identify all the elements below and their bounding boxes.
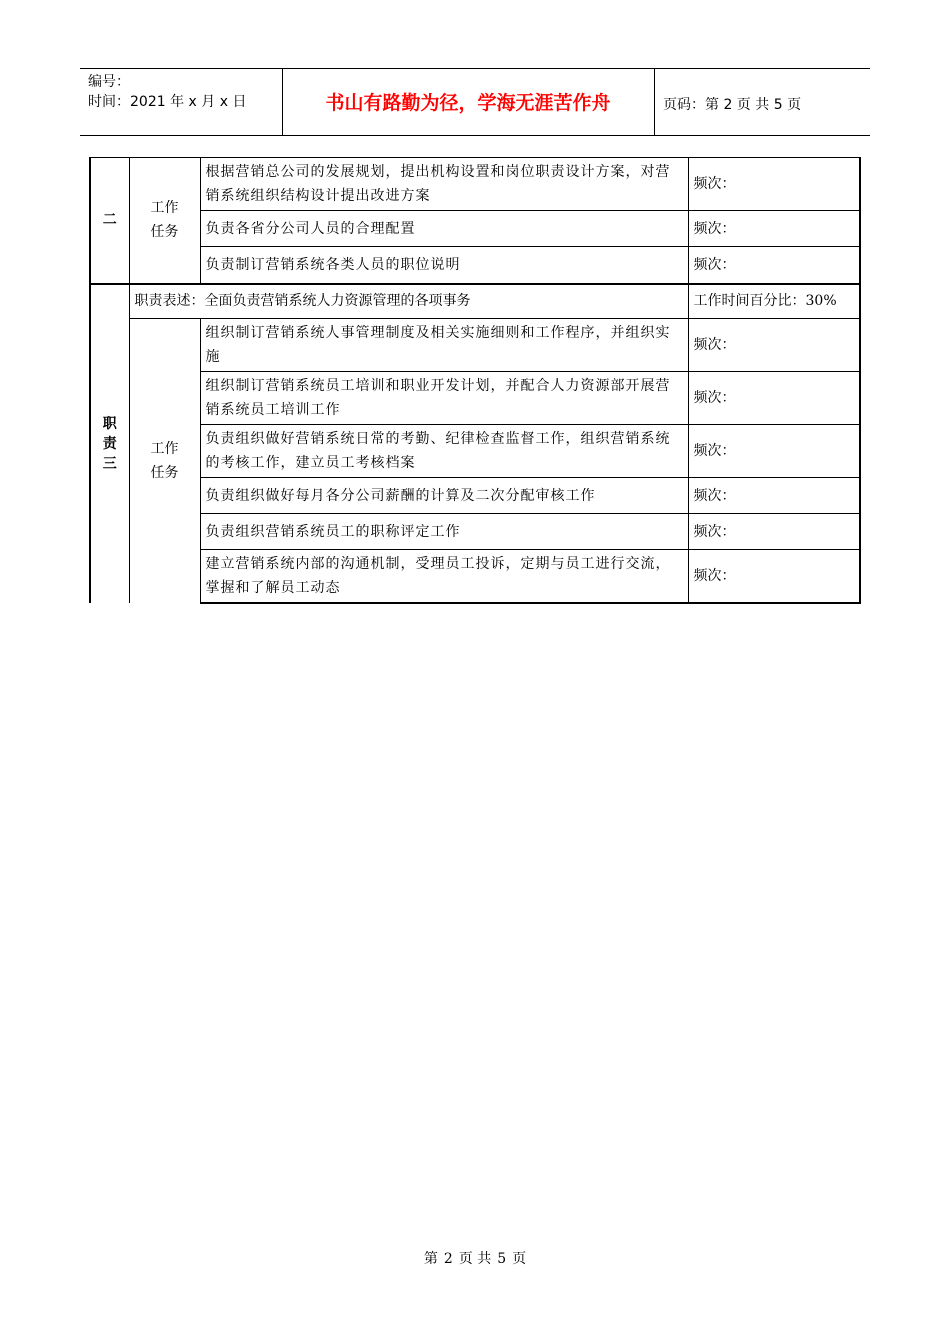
table-row [90,247,860,284]
task-description: 根据营销总公司的发展规划，提出机构设置和岗位职责设计方案，对营销系统组织结构设计提出改进方案 [200,158,688,211]
header-divider-right [654,68,655,136]
table-row [90,372,860,425]
task-frequency: 频次： [688,158,860,211]
table-row [90,514,860,550]
duty-table [89,157,861,604]
table-row [90,319,860,372]
footer-page-suffix: 页 [512,1251,527,1267]
page-footer [0,1248,950,1268]
doc-date: 时间：2021 年 x 月 x 日 [88,94,247,110]
task-label [129,158,200,284]
task-frequency: 频次： [688,372,860,425]
table-row [90,550,860,604]
task-frequency: 频次： [688,514,860,550]
task-frequency: 频次： [688,425,860,478]
task-description: 建立营销系统内部的沟通机制，受理员工投诉，定期与员工进行交流，掌握和了解员工动态 [200,550,688,604]
doc-number-label: 编号： [88,74,130,90]
task-label [129,319,200,604]
task-label-text: 工作任务 [150,200,179,241]
footer-page-mid: 页 共 [458,1251,492,1267]
task-description: 组织制订营销系统人事管理制度及相关实施细则和工作程序，并组织实施 [200,319,688,372]
section-number-text: 职责三 [102,415,117,472]
header-motto: 书山有路勤为径，学海无涯苦作舟 [325,92,611,114]
task-frequency: 频次： [688,319,860,372]
task-description: 负责组织做好营销系统日常的考勤、纪律检查监督工作，组织营销系统的考核工作，建立员工考核档案 [200,425,688,478]
task-description: 负责组织做好每月各分公司薪酬的计算及二次分配审核工作 [200,478,688,514]
task-frequency: 频次： [688,247,860,284]
table-row [90,158,860,211]
table-row [90,284,860,319]
task-description: 组织制订营销系统员工培训和职业开发计划，并配合人力资源部开展营销系统员工培训工作 [200,372,688,425]
table-row [90,425,860,478]
footer-page-total: 5 [497,1251,507,1267]
task-description: 负责各省分公司人员的合理配置 [200,211,688,247]
task-frequency: 频次： [688,211,860,247]
task-frequency: 频次： [688,550,860,604]
table-row [90,478,860,514]
task-label-text: 工作任务 [150,441,179,481]
section-number: 二 [90,158,129,284]
header-bottom-rule [80,135,870,136]
table-row [90,211,860,247]
footer-page-prefix: 第 [423,1251,438,1267]
time-percentage: 工作时间百分比：30% [688,284,860,319]
footer-page-current: 2 [443,1251,453,1267]
header-top-rule [80,68,870,69]
duty-statement: 职责表述：全面负责营销系统人力资源管理的各项事务 [129,284,688,319]
task-description: 负责组织营销系统员工的职称评定工作 [200,514,688,550]
section-number [90,284,129,604]
task-description: 负责制订营销系统各类人员的职位说明 [200,247,688,284]
task-frequency: 频次： [688,478,860,514]
page-info: 页码：第 2 页 共 5 页 [663,97,802,113]
